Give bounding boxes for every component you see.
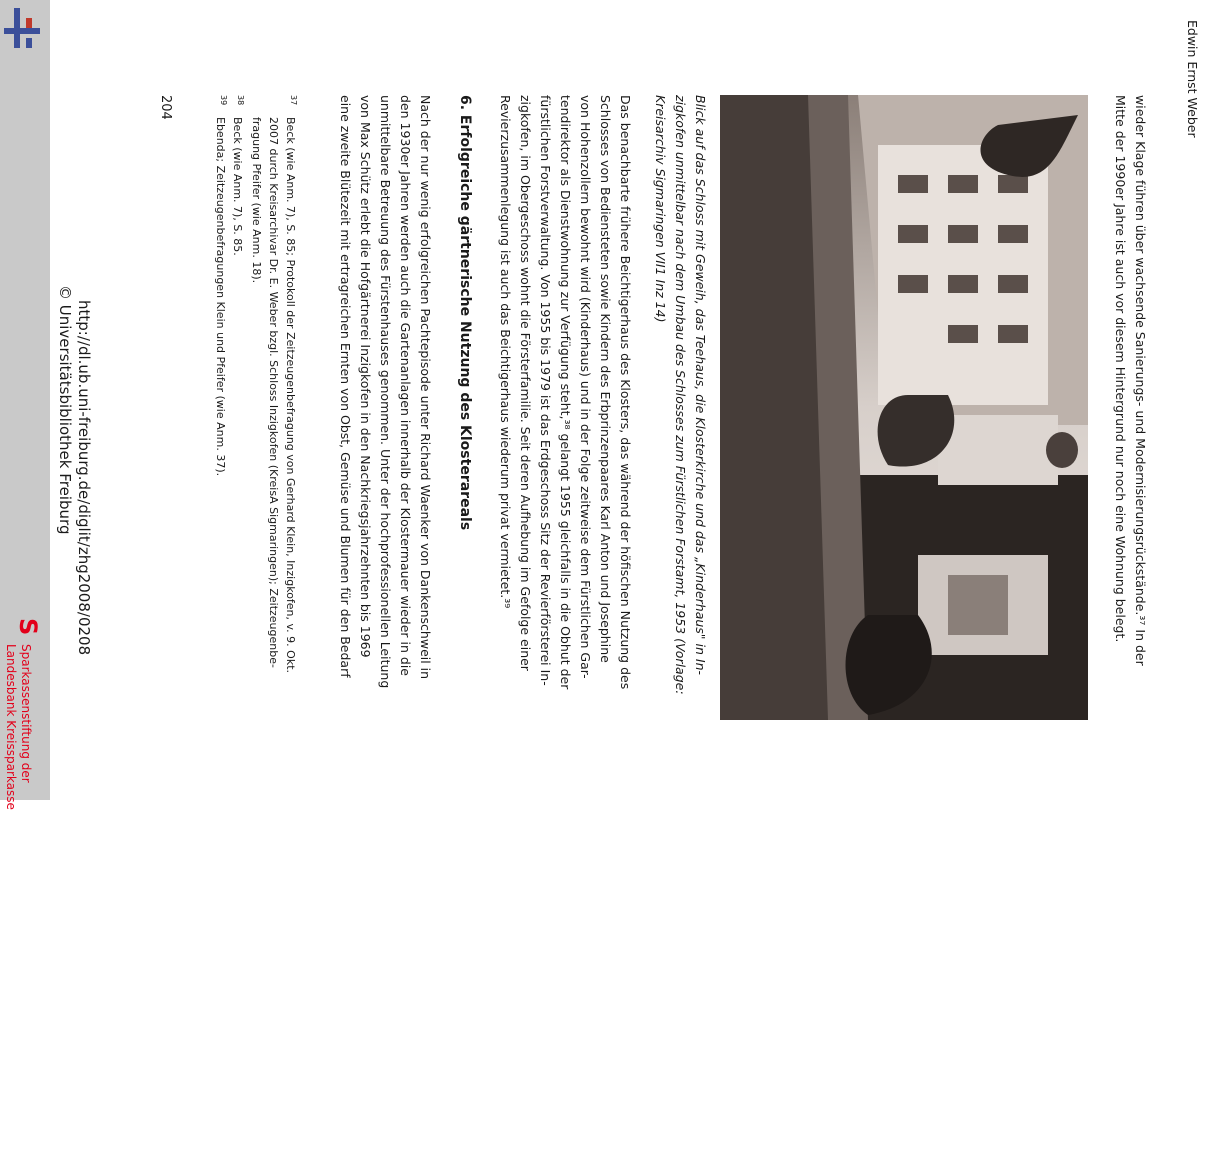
paragraph-2-line: eine zweite Blütezeit mit ertragreichen Ernten von Obst, Gemüse und Blumen für den Bedarf — [338, 95, 353, 678]
paragraph-1-line: fürstlichen Forstverwaltung. Von 1955 bis 1979 ist das Erdgeschoss Sitz der Revierförsterei In- — [538, 95, 553, 686]
paragraph-1-line: zigkofen, im Obergeschoss wohnt die Försterfamilie. Seit deren Aufhebung im Gefolge einer — [518, 95, 533, 671]
sparkasse-line1: Sparkassenstiftung der — [19, 644, 33, 783]
paragraph-2-line: unmittelbare Betreuung des Fürstenhauses genommen. Unter der hochprofessionellen Leitung — [378, 95, 393, 689]
historic-photo — [720, 95, 1088, 720]
photo-caption-line-2: zigkofen unmittelbar nach dem Umbau des Schlosses zum Fürstlichen Forstamt, 1953 (Vorlage: — [673, 95, 688, 695]
photo-caption-line-3: Kreisarchiv Sigmaringen VII1 Inz 14) — [653, 95, 668, 323]
sparkasse-logo — [0, 618, 50, 808]
viewer-sidebar — [0, 0, 50, 810]
paragraph-2-line: von Max Schütz erlebt die Hofgärtnerei Inzigkofen in den Nachkriegsjahrzehnten bis 1969 — [358, 95, 373, 658]
intro-line-2: Mitte der 1990er Jahre ist auch vor diesem Hintergrund nur noch eine Wohnung belegt. — [1113, 95, 1128, 643]
paragraph-2-line: den 1930er Jahren werden auch die Gartenanlagen innerhalb der Klostermauer wieder in die — [398, 95, 413, 676]
running-header-author: Edwin Ernst Weber — [1185, 20, 1200, 138]
schloss-photo-image — [720, 95, 1088, 720]
copyright-text: © Universitätsbibliothek Freiburg — [56, 285, 74, 535]
footnote-38-line: Beck (wie Anm. 7), S. 85. — [231, 117, 244, 256]
paragraph-2-line: Nach der nur wenig erfolgreichen Pachtepisode unter Richard Waenker von Dankenschweil in — [418, 95, 433, 680]
paragraph-1-line: von Hohenzollern bewohnt wird (Kinderhaus) und in der Folge zeitweise dem Fürstlichen Gar- — [578, 95, 593, 679]
document-source-footer — [51, 0, 93, 800]
document-page-container — [50, 0, 1200, 1173]
footnote-37-line: fragung Pfeifer (wie Anm. 18). — [250, 117, 263, 284]
footnote-39-line: Ebenda; Zeitzeugenbefragungen Klein und Pfeifer (wie Anm. 37). — [214, 117, 227, 477]
paragraph-1-line: tendirektor als Dienstwohnung zur Verfügung steht,³⁸ gelangt 1955 gleichfalls in die Obhut der — [558, 95, 573, 690]
paragraph-1-line: Schlosses von Bediensteten sowie Kindern des Erbprinzenpaares Karl Anton und Josephine — [598, 95, 613, 663]
footnote-number: 39 — [219, 95, 228, 106]
sparkasse-s-icon: S — [14, 618, 42, 636]
footnote-37-line: 2007 durch Kreisarchivar Dr. E. Weber bzgl. Schloss Inzigkofen (KreisA Sigmaringen); Zeitzeugenbe- — [267, 117, 280, 668]
paragraph-1-line: Das benachbarte frühere Beichtigerhaus des Klosters, das während der höfischen Nutzung des — [618, 95, 633, 690]
section-heading: 6. Erfolgreiche gärtnerische Nutzung des Klosterareals — [457, 95, 473, 531]
footnote-37-line: Beck (wie Anm. 7), S. 85; Protokoll der Zeitzeugenbefragung von Gerhard Klein, Inzigkofen, v. 9. Okt. — [284, 117, 297, 674]
intro-line-1: wieder Klage führen über wachsende Sanierungs- und Modernisierungsrückstände.³⁷ In der — [1133, 95, 1148, 666]
footnote-number: 38 — [236, 95, 245, 106]
page-number: 204 — [158, 95, 173, 120]
document-page — [50, 0, 1223, 800]
photo-caption-line-1: Blick auf das Schloss mit Geweih, das Teehaus, die Klosterkirche und das „Kinderhaus" in In- — [693, 95, 708, 675]
document-url-link[interactable]: http://dl.ub.uni-freiburg.de/diglit/zhg2008/0208 — [75, 300, 93, 656]
sparkasse-line2: Landesbank Kreissparkasse — [4, 644, 18, 810]
paragraph-1-line: Revierzusammenlegung ist auch das Beichtigerhaus wiederum privat vermietet.³⁹ — [498, 95, 513, 609]
footnote-number: 37 — [289, 95, 298, 106]
